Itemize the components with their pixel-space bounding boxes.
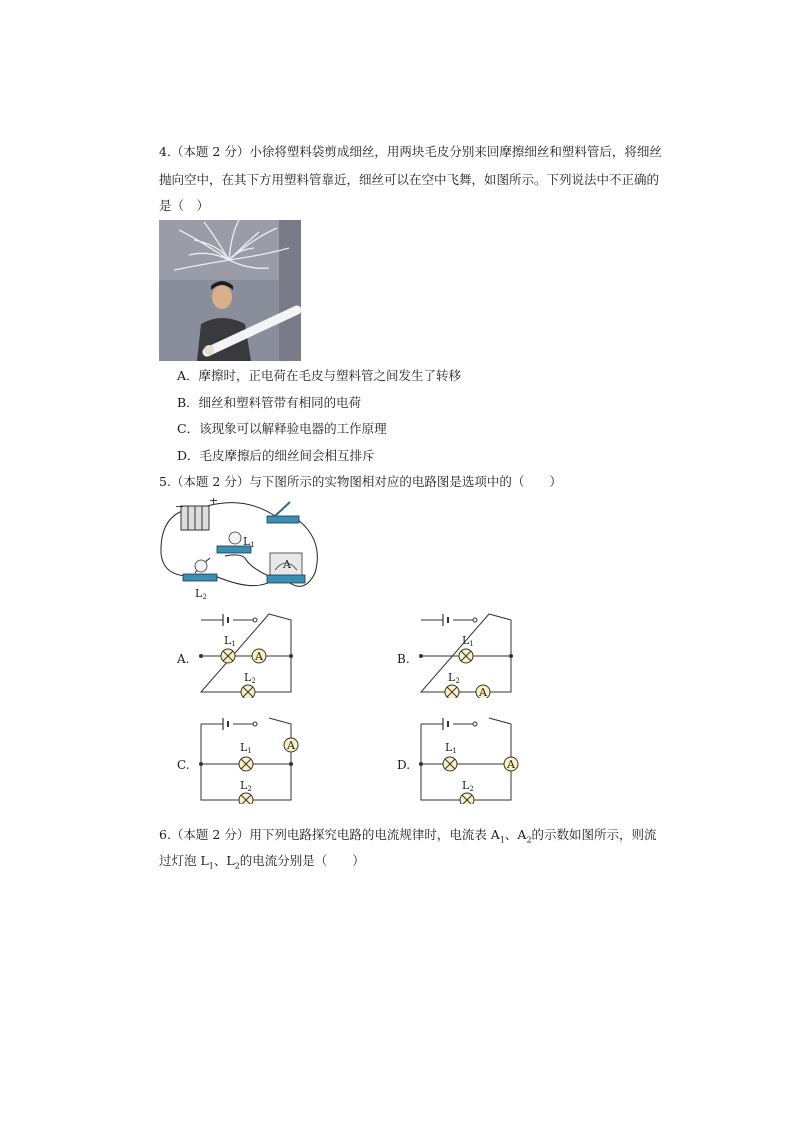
svg-text:L2: L2 — [244, 671, 256, 685]
q6-line-2: 过灯泡 $L_1$、$L_2$的电流分别是（ ） — [159, 853, 365, 871]
static-electricity-photo — [159, 220, 301, 361]
svg-text:A: A — [287, 739, 295, 752]
physical-l2-label: L2 — [195, 587, 207, 600]
plus-label: + — [209, 498, 219, 507]
svg-text:L1: L1 — [462, 634, 474, 648]
q5-option-a-circuit[interactable] — [195, 608, 300, 698]
svg-text:L1: L1 — [445, 741, 457, 755]
q4-line-2: 抛向空中，在其下方用塑料管靠近，细丝可以在空中飞舞，如图所示。下列说法中不正确的 — [159, 172, 660, 187]
q5-option-b-label[interactable]: B. — [397, 652, 410, 666]
q6-line-1: 6.（本题 2 分）用下列电路探究电路的电流规律时，电流表 $A_1$、$A_2$的示数如图所示，则流 — [159, 827, 657, 845]
q4-line-1: 4.（本题 2 分）小徐将塑料袋剪成细丝，用两块毛皮分别来回摩擦细丝和塑料管后，将细丝 — [159, 144, 662, 159]
q5-line-1: 5.（本题 2 分）与下图所示的实物图相对应的电路图是选项中的（ ） — [159, 474, 562, 489]
svg-text:L2: L2 — [448, 671, 460, 685]
q4-option-c[interactable]: C．该现象可以解释验电器的工作原理 — [177, 421, 387, 436]
q5-option-c-label[interactable]: C. — [177, 758, 190, 772]
svg-text:A: A — [255, 650, 263, 663]
minus-label: − — [175, 500, 185, 513]
q5-option-d-label[interactable]: D. — [397, 758, 411, 772]
svg-text:L1: L1 — [240, 741, 252, 755]
physical-l1-label: L1 — [243, 535, 255, 549]
physical-ammeter-label: A — [283, 558, 291, 571]
q5-option-b-circuit[interactable] — [415, 608, 520, 698]
q4-option-d[interactable]: D．毛皮摩擦后的细丝间会相互排斥 — [177, 448, 375, 463]
svg-text:L2: L2 — [240, 779, 252, 793]
q4-option-b[interactable]: B．细丝和塑料管带有相同的电荷 — [177, 395, 362, 410]
q4-option-a[interactable]: A．摩擦时，正电荷在毛皮与塑料管之间发生了转移 — [177, 368, 462, 383]
q5-option-a-label[interactable]: A. — [177, 652, 190, 666]
svg-text:L2: L2 — [462, 779, 474, 793]
physical-circuit-figure — [155, 498, 325, 600]
svg-text:L1: L1 — [224, 634, 236, 648]
svg-text:A: A — [479, 686, 487, 698]
q5-option-c-circuit[interactable] — [195, 712, 305, 804]
svg-text:A: A — [507, 758, 515, 771]
q5-option-d-circuit[interactable] — [415, 712, 525, 804]
q4-line-3: 是（ ） — [159, 198, 210, 213]
